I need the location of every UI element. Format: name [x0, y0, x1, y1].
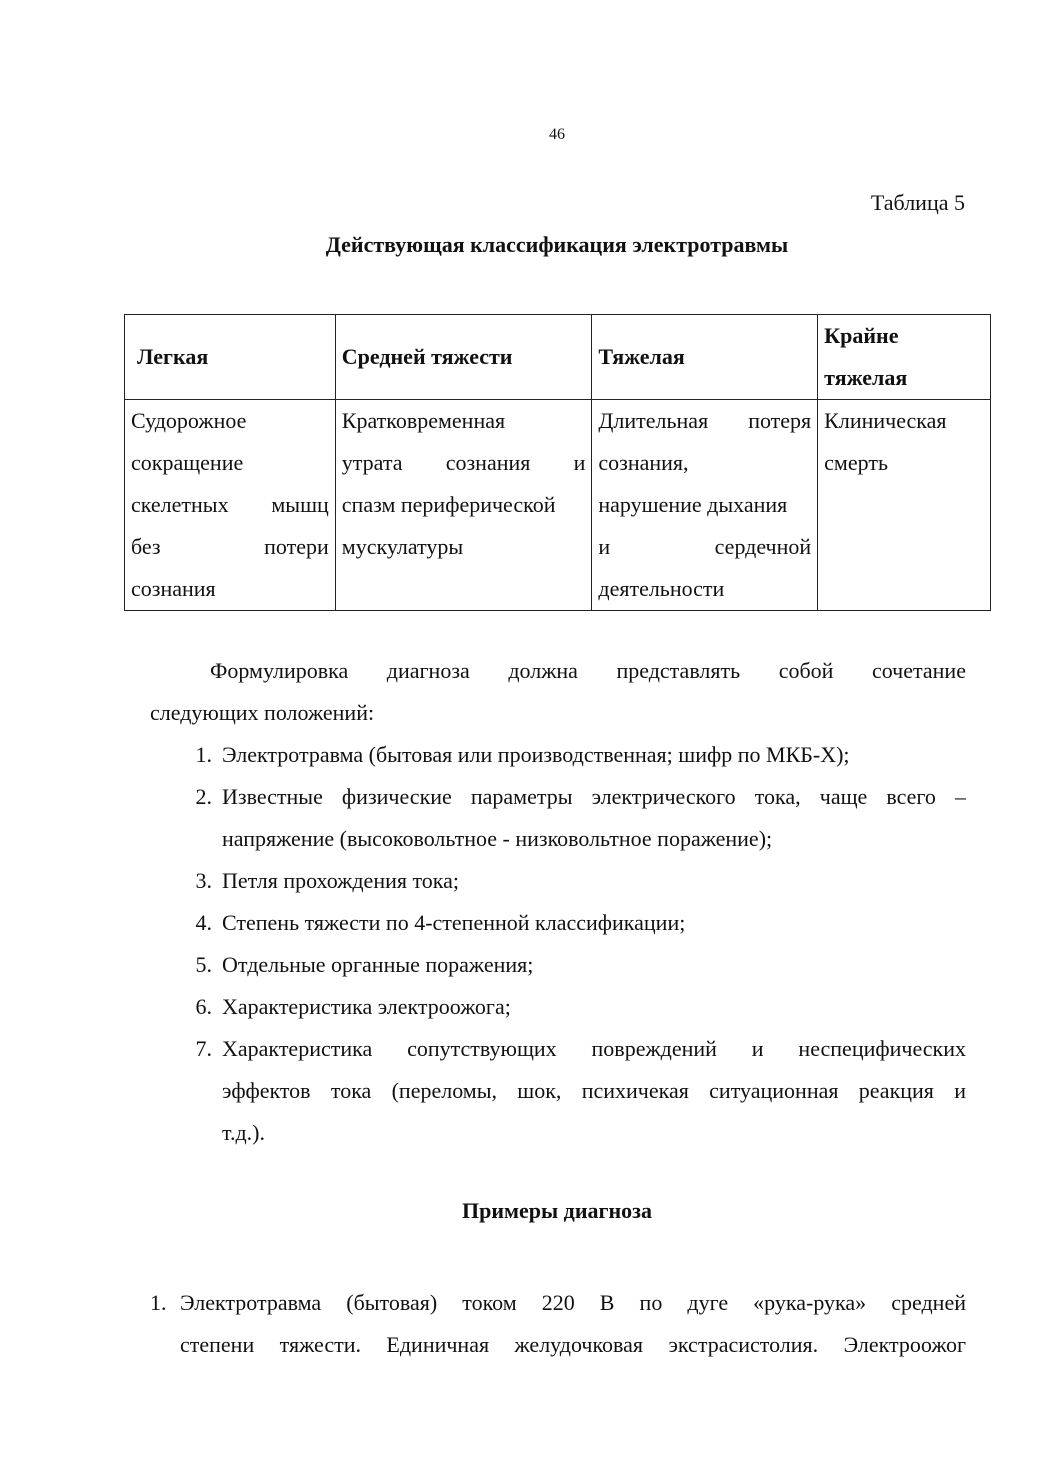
header-moderate: Средней тяжести — [335, 315, 592, 400]
cell-text: спазм периферической — [341, 492, 556, 517]
intro-line-2: следующих положений: — [150, 700, 375, 725]
list-item-text — [212, 776, 966, 860]
cell-text: сознания, — [598, 450, 689, 475]
intro-word: Формулировка — [210, 658, 349, 683]
example-text — [180, 1282, 966, 1366]
intro-word: диагноза — [386, 658, 470, 683]
list-item-line: Известные физические параметры электрического тока, чаще всего – — [222, 784, 966, 809]
cell-word: потери — [264, 534, 329, 559]
cell-mild — [125, 400, 336, 611]
list-item-text — [212, 1028, 966, 1154]
header-extremely-severe-line2: тяжелая — [824, 365, 908, 390]
cell-word: утрата — [341, 450, 403, 475]
list-item — [150, 734, 966, 776]
diagnosis-components-list — [150, 734, 966, 1154]
cell-word: Длительная — [598, 408, 709, 433]
example-item — [150, 1282, 966, 1366]
list-item-text — [212, 986, 966, 1028]
list-item-line: Характеристика электроожога; — [222, 994, 511, 1019]
list-item-number: 2. — [195, 784, 212, 809]
cell-word: сердечной — [714, 534, 812, 559]
cell-line — [131, 484, 329, 526]
cell-text: Кратковременная — [341, 408, 506, 433]
list-item-line: Петля прохождения тока; — [222, 868, 460, 893]
list-item-line: напряжение (высоковольтное - низковольтное поражение); — [222, 826, 773, 851]
list-item-line: т.д.). — [222, 1120, 265, 1145]
cell-text: мускулатуры — [341, 534, 464, 559]
list-item — [150, 986, 966, 1028]
list-item-number: 3. — [195, 868, 212, 893]
intro-word: собой — [778, 658, 834, 683]
list-item-number: 5. — [195, 952, 212, 977]
header-severe: Тяжелая — [592, 315, 818, 400]
example-line: степени тяжести. Единичная желудочковая экстрасистолия. Электроожог — [180, 1332, 966, 1357]
list-item-text — [212, 860, 966, 902]
cell-text: Клиническая — [824, 408, 947, 433]
example-number: 1. — [150, 1290, 167, 1315]
list-item — [150, 1028, 966, 1154]
list-item — [150, 776, 966, 860]
list-item-text — [212, 902, 966, 944]
page-number: 46 — [549, 126, 565, 143]
list-item — [150, 860, 966, 902]
cell-word: сознания — [445, 450, 531, 475]
intro-word: представлять — [616, 658, 741, 683]
cell-text: деятельности — [598, 576, 725, 601]
list-item-number: 7. — [195, 1036, 212, 1061]
table-title: Действующая классификация электротравмы — [325, 232, 789, 257]
intro-word: должна — [508, 658, 578, 683]
cell-word: мышц — [271, 492, 329, 517]
cell-line — [131, 526, 329, 568]
list-item-text — [212, 734, 966, 776]
cell-extremely-severe — [818, 400, 991, 611]
list-item-line: Электротравма (бытовая или производственная; шифр по МКБ-X); — [222, 742, 850, 767]
cell-word: без — [131, 534, 161, 559]
table-caption: Таблица 5 — [870, 190, 965, 215]
list-item-number: 6. — [195, 994, 212, 1019]
cell-line — [598, 526, 811, 568]
table-body-row — [125, 400, 991, 611]
list-item — [150, 902, 966, 944]
cell-word: и — [598, 534, 611, 559]
cell-moderate — [335, 400, 592, 611]
cell-severe — [592, 400, 818, 611]
list-item-text — [212, 944, 966, 986]
cell-text: сознания — [131, 576, 216, 601]
classification-table — [124, 314, 991, 611]
cell-word: и — [573, 450, 586, 475]
cell-word: потеря — [748, 408, 812, 433]
cell-text: нарушение дыхания — [598, 492, 788, 517]
cell-text: сокращение — [131, 450, 244, 475]
list-item-line: Степень тяжести по 4-степенной классификации; — [222, 910, 686, 935]
intro-paragraph — [150, 650, 966, 734]
examples-title: Примеры диагноза — [462, 1198, 652, 1223]
header-mild: Легкая — [125, 315, 336, 400]
cell-word: скелетных — [131, 492, 229, 517]
cell-text: Судорожное — [131, 408, 247, 433]
examples-list — [150, 1282, 966, 1366]
example-line: Электротравма (бытовая) током 220 В по дуге «рука-рука» средней — [180, 1290, 966, 1315]
table-header-row — [125, 315, 991, 400]
list-item — [150, 944, 966, 986]
list-item-line: Характеристика сопутствующих повреждений и неспецифических — [222, 1036, 966, 1061]
list-item-number: 1. — [195, 742, 212, 767]
cell-text: смерть — [824, 450, 888, 475]
header-extremely-severe — [818, 315, 991, 400]
intro-word: сочетание — [871, 658, 966, 683]
cell-line — [598, 400, 811, 442]
list-item-line: Отдельные органные поражения; — [222, 952, 534, 977]
header-extremely-severe-line1: Крайне — [824, 323, 899, 348]
list-item-line: эффектов тока (переломы, шок, психичекая ситуационная реакция и — [222, 1078, 966, 1103]
intro-line-1 — [150, 650, 966, 692]
cell-line — [342, 442, 586, 484]
list-item-number: 4. — [195, 910, 212, 935]
